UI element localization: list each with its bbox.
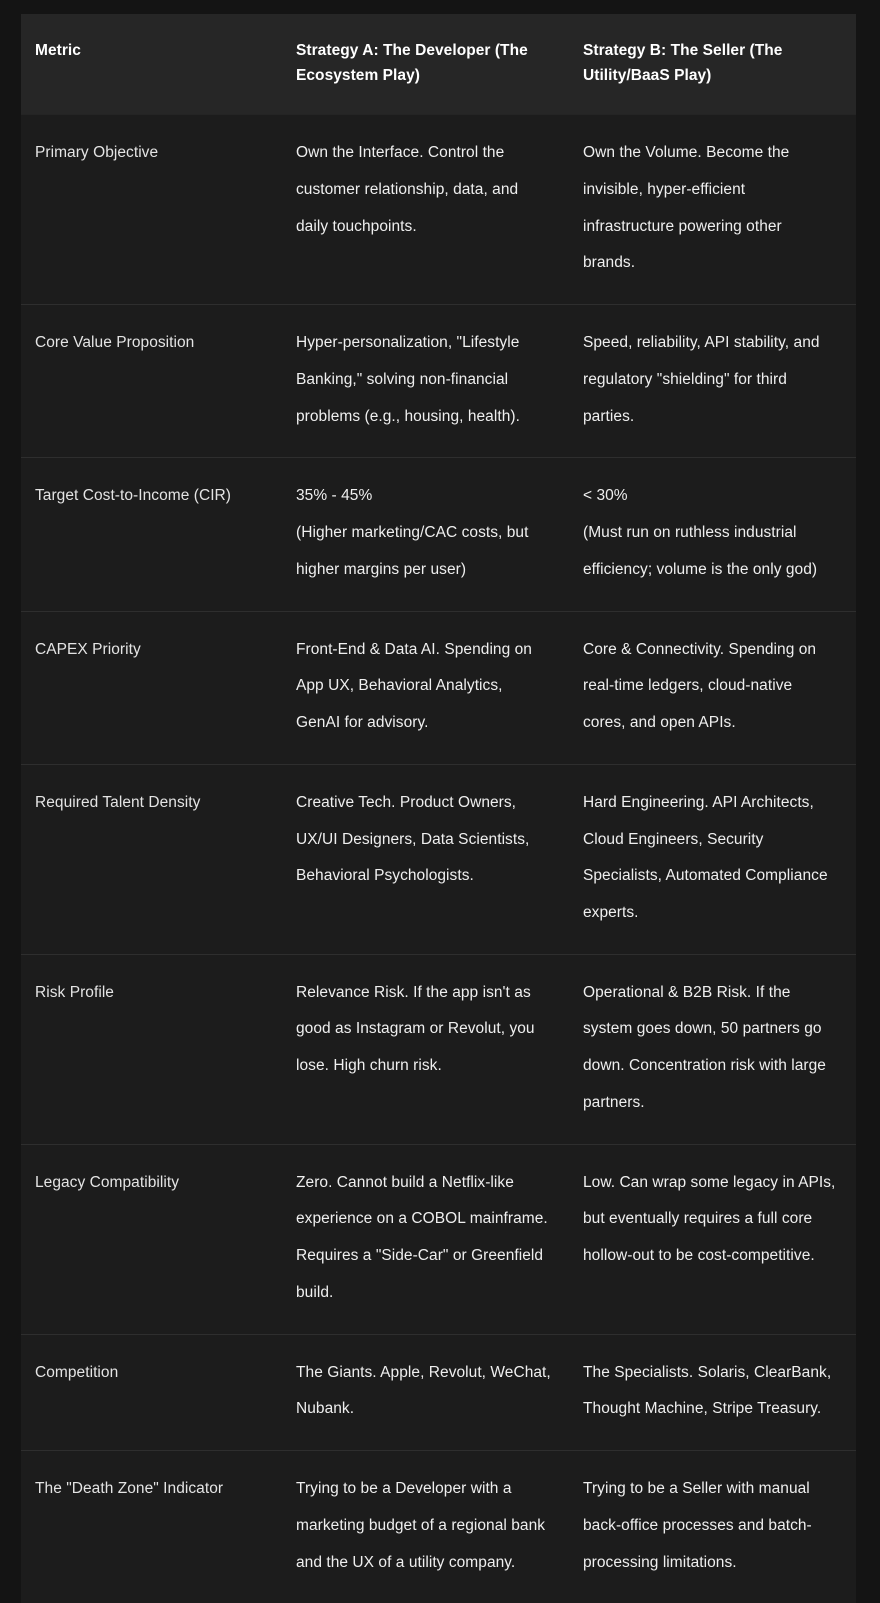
row-strategy-b-value: Speed, reliability, API stability, and regulatory "shielding" for third parties. (583, 334, 820, 425)
row-metric-label: Required Talent Density (35, 793, 201, 811)
row-metric-label: Primary Objective (35, 144, 159, 162)
table-row (21, 1451, 856, 1603)
table-body (21, 115, 856, 1603)
row-strategy-b-value: Core & Connectivity. Spending on real-time ledgers, cloud-native cores, and open APIs. (583, 640, 817, 732)
table-row (21, 305, 856, 458)
table-row (21, 1144, 856, 1334)
row-strategy-a-value: Own the Interface. Control the customer relationship, data, and daily touchpoints. (296, 144, 519, 235)
column-header-metric: Metric (35, 42, 81, 59)
row-metric-label: Core Value Proposition (35, 334, 195, 352)
table-header (21, 14, 856, 115)
table-header-row (21, 14, 856, 115)
column-header-strategy-a: Strategy A: The Developer (The Ecosystem Play) (296, 42, 528, 85)
row-strategy-b-value-line1: < 30% (583, 487, 628, 505)
table-row (21, 458, 856, 611)
table-row (21, 954, 856, 1144)
row-strategy-b-value: Own the Volume. Become the invisible, hyper-efficient infrastructure powering other brands. (583, 144, 790, 272)
strategy-comparison-table (21, 14, 856, 1603)
row-metric-label: CAPEX Priority (35, 640, 141, 658)
row-metric-label: Competition (35, 1363, 119, 1381)
row-strategy-b-value: Low. Can wrap some legacy in APIs, but eventually requires a full core hollow-out to be cost-competitive. (583, 1173, 836, 1265)
row-strategy-a-value: Front-End & Data AI. Spending on App UX, Behavioral Analytics, GenAI for advisory. (296, 640, 532, 732)
row-metric-label: Legacy Compatibility (35, 1173, 180, 1191)
row-strategy-b-value: Hard Engineering. API Architects, Cloud Engineers, Security Specialists, Automated Compliance experts. (583, 793, 828, 921)
row-strategy-b-value-line2: (Must run on ruthless industrial efficiency; volume is the only god) (583, 524, 818, 578)
table-row (21, 611, 856, 764)
table-row (21, 115, 856, 305)
row-strategy-a-value-line2: (Higher marketing/CAC costs, but higher margins per user) (296, 524, 529, 578)
row-metric-label: Target Cost-to-Income (CIR) (35, 487, 232, 505)
row-strategy-a-value-line1: 35% - 45% (296, 487, 373, 505)
table-row (21, 764, 856, 954)
column-header-strategy-b: Strategy B: The Seller (The Utility/BaaS Play) (583, 42, 783, 85)
row-strategy-a-value: Creative Tech. Product Owners, UX/UI Designers, Data Scientists, Behavioral Psychologists. (296, 793, 530, 885)
comparison-table-card (21, 14, 856, 1603)
table-row (21, 1334, 856, 1450)
row-strategy-a-value: The Giants. Apple, Revolut, WeChat, Nubank. (296, 1363, 551, 1418)
row-strategy-b-value: The Specialists. Solaris, ClearBank, Thought Machine, Stripe Treasury. (583, 1363, 832, 1418)
row-strategy-b-value: Operational & B2B Risk. If the system goes down, 50 partners go down. Concentration risk with large partners. (583, 983, 826, 1111)
row-metric-label: Risk Profile (35, 983, 114, 1001)
row-strategy-a-value: Zero. Cannot build a Netflix-like experience on a COBOL mainframe. Requires a "Side-Car" or Greenfield build. (296, 1173, 548, 1301)
row-metric-label: The "Death Zone" Indicator (35, 1480, 224, 1498)
row-strategy-a-value: Trying to be a Developer with a marketing budget of a regional bank and the UX of a utility company. (296, 1480, 546, 1571)
row-strategy-b-value: Trying to be a Seller with manual back-office processes and batch-processing limitations. (583, 1480, 812, 1571)
row-strategy-a-value: Hyper-personalization, "Lifestyle Banking," solving non-financial problems (e.g., housing, health). (296, 334, 520, 425)
row-strategy-a-value (282, 458, 569, 611)
row-strategy-a-value: Relevance Risk. If the app isn't as good as Instagram or Revolut, you lose. High churn risk. (296, 983, 535, 1075)
row-strategy-b-value (569, 458, 856, 611)
